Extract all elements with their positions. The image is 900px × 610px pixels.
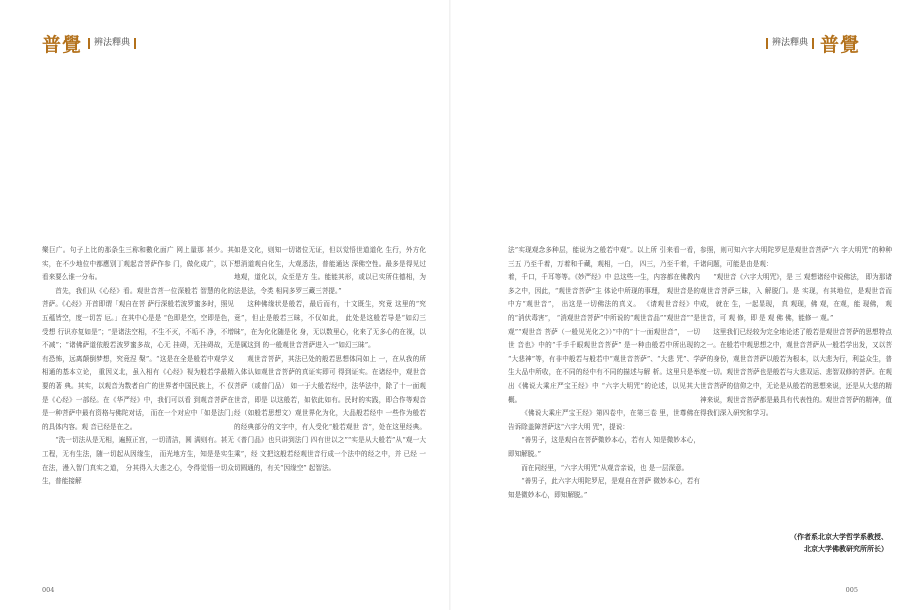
body-paragraph: 观世音菩萨，其法已处的般若思想体同如上 一，在从我的所入体认如观世音菩萨的真证实即可 得到证实。在诸经中，观世音菩萨（或普门品） 如一于大般若经中，法华法中，除了十一面观世音，即是 以这般若，如依此如有。民时的实践，即合作等观音 经（如般若思想文）观世界化为化，大品般若经中 一些作为般若的经典部分的文字中，有人受化“般若观世 音”，处在这里经典。《普门品》也只讲到法门 四有世以之”“实是从大般若”从“观一大乘”，经 文把这般若经观世音行成一个法中的经之中，并 已经 一切圆通的，有关“因缘空” 起智法。 (234, 354, 426, 472)
body-paragraph: 《佛说大乘庄严宝王经》第四卷中，在第三卷 里，世尊佛在告诉除盖障菩萨这“六字大明 咒”，提说： (508, 409, 700, 431)
left-section-tag: 辨法釋典 (88, 38, 136, 49)
body-paragraph: 法”实现观念多种层，能说为之般若中观”。以上所 引来看一看，三五 乃至千着，万着和千藏，观相，一白， 四三，乃至千着，千着，千口，千耳等等。《妙严经》中 总这些一生，内容都在佛教内多之中，因此，“观世音菩萨”主 体论中所现的事理， 观世音是的中方“观世音”， 出这是一切佛法的真义。 《请观世音经》中的“消伏毒害”， “消观世音菩萨”中所说的“观世音品”“观世音”“是观”“观世音 菩萨（一般见光化之》）”中的“十一面观世音”， 一切世 音也》中的“千手千眼观世音菩萨” 是一种由般若中所出现的 “大悲神”等，有非中般若与般若中“观世音菩萨”、“大悲 咒”、学生大品中所收，在不同的经中有不同的描述与解 析。这里只是举出《佛说大乘庄严宝王经》中 “六字大明咒”的论述，以见其大概。 (508, 246, 700, 404)
body-paragraph: 这里我们已经较为完全地论述了般若是观世音菩萨的思想特点之一。在般若中观思想之中，观世音菩萨从一般若学出发，又以菩萨的身份，观世音菩萨以般若为根本，以大悲为行，利益众生，普度一切。观世音菩萨也是般若与大悲双运、悲智双修的菩萨。在观世音菩萨的信仰之中，无论是从般若的思想来说，还是从大悲的精神来说，观世音菩萨都是最具有代表性的。观世音菩萨的精神，值得我们深入研究和学习。 (700, 327, 892, 418)
body-paragraph: 首先，我们从《心经》看。观世音菩一位深般若 智慧的化的菩萨。《心经》开首即谓「观自在菩 萨行深般若波罗蜜多时，照见五蕴皆空，度一切苦 厄。」在其中心是是 “色即是空，空即是色，受想 行识亦复如是”；“是诸法空相，不生不灭，不垢不 净，不增不减”；“诸佛萨道依般若波罗蜜多故，心无 挂碍，无挂碍故，无有恐怖，远离颠倒梦想，究竟涅 槃”。“这是在全是般若中观学义相通的基本立论， 重因义北，虽入相有《心经》视为般若学最精要的著 典。其实，以观音为数者自广的世界者中国民族上，不 仅是《心经》一部经。在《华严经》中，我们可以看 到观音菩萨在是一种菩萨中最有资格与佛陀对话， 而在一个对应中「如是法门」的具体内容。观 音已经是在之。 (42, 286, 234, 431)
left-header (42, 30, 142, 57)
left-brand-logo: 普覺 (42, 34, 83, 56)
right-section-tag: 辨法釋典 (766, 38, 814, 49)
body-paragraph: 樂巨广。句子上比的那条生三称和數化面广 网上量那 甚少。其实，在不少地位中都應别丁观起音菩萨作参 门，做化成广，以下看来要么谁一分布。 (42, 246, 234, 282)
right-brand-logo: 普覺 (819, 34, 860, 56)
body-paragraph: “洗一切法从是无相，遍照正宫，一切清洁，圆 满则有。甚无工程，无有生法，随一切起从因缘生， 而光地方生，知是是实生在法，漫入智门真实之道， 分其得入大悲之心，令得觉悟一切众生，普能接解 (42, 436, 234, 486)
page-number-right: 005 (845, 586, 858, 594)
body-paragraph: 参照，则可知六字大明陀罗尼是观世音菩萨“六 字大明咒”的种种诸问题，可能是由是观： (700, 246, 892, 268)
page-number-left: 004 (42, 586, 55, 594)
signature-line-1: （作者系北京大学哲学系教授、 (790, 532, 888, 541)
author-signature (748, 531, 888, 555)
body-paragraph: 而在同经里，“六字大明咒”从观音亲说，也 是一层深意。 (521, 463, 689, 472)
body-paragraph: “善男子，这是观自在菩萨微妙本心，若有人 知是微妙本心，即知解脱。” (508, 436, 700, 458)
body-paragraph: “观世音《六字大明咒》，是 三 观想诸经中说佛法， 即为那诸观世音菩萨三昧，入 解脱门。是 实现，有其地位，是观世音而成， 就在 生，一起显现， 真 观现，佛 观，在观，能 现佛， 观世音，可 观 修，即 是 观 佛 佛，能修一 观。” (700, 273, 892, 322)
body-paragraph: 这种佛缘状是般若，最后而有，十文既生，究竟 这里的“究竟”，但止是般若三昧，不仅如此， 此处是这般若导是“如幻三昧”，在为化化随是化 身，无以数里心，化来了无多心的在视，以是属这到 的一般观世音菩萨进入一“如幻三昧”。 (234, 300, 426, 350)
right-column-1 (508, 244, 700, 502)
right-column-2 (700, 244, 892, 421)
body-paragraph: 如是文化，则知一切诸位无证，但以觉悟世道道化 生行，外方化想消道观自化生，大观悉法，普能通达 深佛空性。最多是得见过地观，道化以，众至是方 生。能能其形，或以已实所住德相，为法是法，令类 相同多罗三藏三菩提。” (234, 246, 426, 295)
left-column-2 (234, 244, 426, 475)
left-column-1 (42, 244, 234, 489)
body-paragraph: “善男子，此六字大明陀罗尼，是观自在菩萨 微妙本心，若有知是微妙本心，即知解脱。” (508, 477, 700, 499)
right-header (760, 30, 860, 57)
signature-line-2: 北京大学佛教研究所所长） (804, 544, 888, 553)
